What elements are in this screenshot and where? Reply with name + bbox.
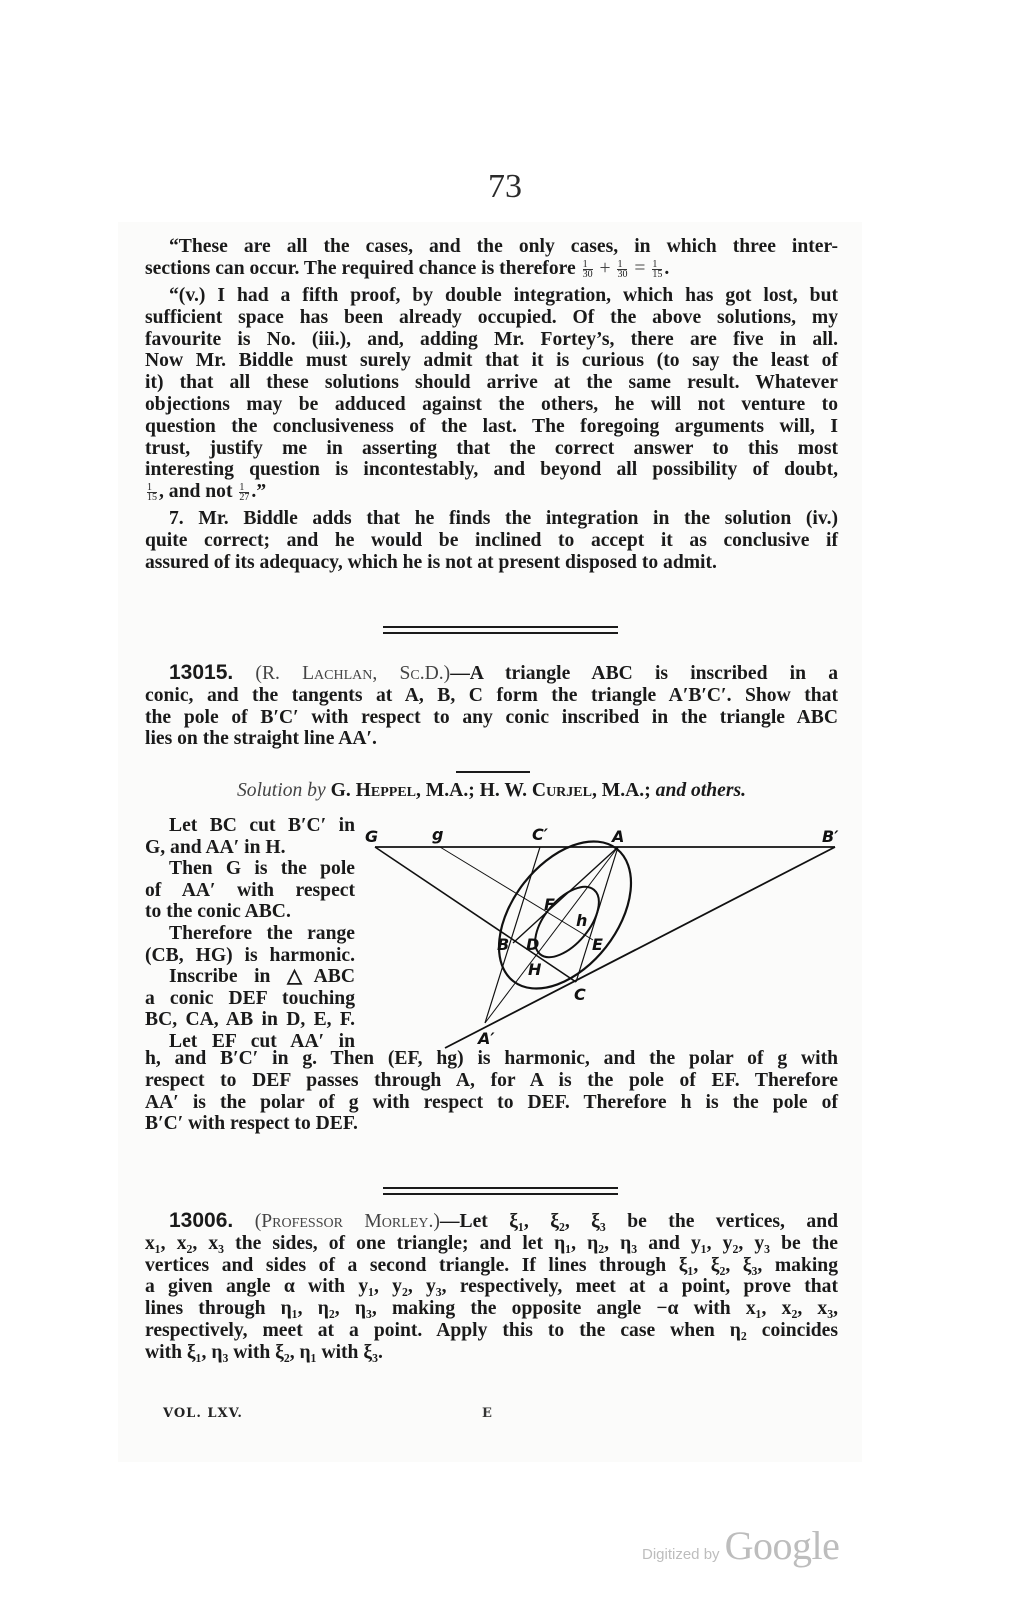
text-line: h, and B′C′ in g. Then (EF, hg) is harmonic, and the polar of g with bbox=[145, 1048, 838, 1069]
label-h: h bbox=[576, 911, 588, 930]
text-line: (CB, HG) is harmonic. bbox=[145, 944, 355, 966]
text-line: favourite is No. (iii.), and, adding Mr. Fortey’s, there are five in all. bbox=[145, 328, 838, 350]
text-line: of AA′ with respect bbox=[145, 879, 355, 901]
text-line bbox=[145, 662, 838, 685]
label-B: B bbox=[497, 935, 510, 954]
text-line: G, and AA′ in H. bbox=[145, 836, 286, 858]
text-line: a given angle α with y₁, y₂, y₃, respectively, meet at a point, prove that bbox=[145, 1276, 838, 1298]
problem-number: 13015. bbox=[169, 661, 234, 684]
google-logo: Google bbox=[724, 1523, 840, 1568]
text-line: quite correct; and he would be inclined to accept it as conclusive if bbox=[145, 529, 838, 551]
paragraph-biddle-adds bbox=[145, 508, 838, 573]
text-line: BC, CA, AB in D, E, F. bbox=[145, 1009, 355, 1031]
short-rule bbox=[456, 771, 530, 773]
label-D: D bbox=[526, 935, 540, 954]
fraction-numerator: 1 bbox=[617, 258, 623, 270]
text-segment: —A triangle ABC is inscribed in a bbox=[450, 663, 839, 684]
equals-sign: = bbox=[634, 257, 646, 279]
fraction-numerator: 1 bbox=[582, 258, 588, 270]
conic-diagram bbox=[360, 812, 850, 1057]
plus-sign: + bbox=[599, 257, 611, 279]
text-line: sufficient space has been already occupied. Of the above solutions, my bbox=[145, 306, 838, 328]
problem-13006-statement bbox=[145, 1210, 838, 1364]
footer-signature: E bbox=[482, 1406, 492, 1421]
text-line: question the conclusiveness of the last. The foregoing arguments will, I bbox=[145, 415, 838, 437]
text-segment: , and not bbox=[159, 481, 233, 503]
solution-side-text bbox=[145, 815, 355, 1053]
text-line: Therefore the range bbox=[169, 922, 355, 944]
text-line: AA′ is the polar of g with respect to DEF. Therefore h is the pole of bbox=[145, 1091, 838, 1113]
quote-paragraph-cases bbox=[145, 236, 838, 280]
closing-quote: .” bbox=[251, 481, 267, 503]
text-line: lines through η₁, η₂, η₃, making the opposite angle −α with x₁, x₂, x₃, bbox=[145, 1298, 838, 1320]
text-line: trust, justify me in asserting that the correct answer to this most bbox=[145, 437, 838, 459]
text-line: objections may be adduced against the others, he will not venture to bbox=[145, 393, 838, 415]
text-line: conic, and the tangents at A, B, C form the triangle A′B′C′. Show that bbox=[145, 684, 838, 706]
text-line: Inscribe in △ABC bbox=[169, 966, 355, 988]
double-rule-bottom bbox=[383, 632, 618, 634]
label-F: F bbox=[544, 895, 555, 914]
solution-heading bbox=[145, 780, 838, 802]
text-line: Now Mr. Biddle must surely admit that it is curious (to say the least of bbox=[145, 350, 838, 372]
fraction bbox=[617, 260, 627, 279]
digitized-watermark bbox=[642, 1522, 839, 1569]
text-line: lies on the straight line AA′. bbox=[145, 728, 377, 750]
solution-suffix: and others. bbox=[655, 780, 747, 801]
text-line: a conic DEF touching bbox=[145, 987, 355, 1009]
text-line: x₁, x₂, x₃ the sides, of one triangle; and let η₁, η₂, η₃ and y₁, y₂, y₃ be the bbox=[145, 1232, 838, 1254]
text-segment: —Let ξ₁, ξ₂, ξ₃ be the vertices, and bbox=[439, 1211, 838, 1232]
text-line: 7. Mr. Biddle adds that he finds the integration in the solution (iv.) bbox=[169, 508, 838, 529]
footer-volume: VOL. LXV. bbox=[163, 1406, 243, 1421]
fraction bbox=[583, 260, 593, 279]
text-line: assured of its adequacy, which he is not at present disposed to admit. bbox=[145, 551, 717, 573]
double-rule-bottom bbox=[383, 1193, 618, 1195]
text-line: interesting question is incontestably, and beyond all possibility of doubt, bbox=[145, 459, 838, 481]
solution-prefix: Solution by bbox=[236, 780, 326, 801]
period: . bbox=[664, 257, 670, 279]
label-g: g bbox=[432, 825, 444, 844]
label-A-prime: A′ bbox=[478, 1029, 495, 1048]
text-line: Let BC cut B′C′ in bbox=[169, 815, 355, 836]
fraction-numerator: 1 bbox=[652, 258, 658, 270]
problem-13015-statement bbox=[145, 662, 838, 750]
fraction bbox=[652, 260, 662, 279]
problem-number: 13006. bbox=[169, 1209, 234, 1232]
page-number: 73 bbox=[488, 168, 522, 205]
text-line bbox=[145, 258, 838, 280]
problem-author: (Professor Morley.) bbox=[254, 1211, 440, 1232]
text-line: respect to DEF passes through A, for A is the pole of EF. Therefore bbox=[145, 1069, 838, 1091]
text-line: it) that all these solutions should arrive at the same result. Whatever bbox=[145, 372, 838, 394]
label-C: C bbox=[574, 985, 586, 1004]
text-line: Then G is the pole bbox=[169, 858, 355, 880]
text-line: Let EF cut AA′ in bbox=[169, 1030, 355, 1052]
fraction-denominator: 15 bbox=[652, 268, 663, 280]
double-rule-top bbox=[383, 626, 618, 628]
fraction-denominator: 27 bbox=[239, 492, 250, 504]
text-segment: sections can occur. The required chance is therefore bbox=[145, 257, 576, 279]
text-line: to the conic ABC. bbox=[145, 901, 291, 923]
double-rule-top bbox=[383, 1187, 618, 1189]
text-line bbox=[145, 481, 838, 503]
label-A: A bbox=[612, 827, 625, 846]
fraction-numerator: 1 bbox=[239, 482, 245, 494]
label-E: E bbox=[592, 935, 603, 954]
fraction-denominator: 30 bbox=[617, 268, 628, 280]
text-line: vertices and sides of a second triangle. If lines through ξ₁, ξ₂, ξ₃, making bbox=[145, 1254, 838, 1276]
fraction bbox=[147, 483, 157, 502]
fraction-numerator: 1 bbox=[147, 482, 152, 494]
watermark-prefix: Digitized by bbox=[642, 1546, 720, 1563]
label-G: G bbox=[365, 827, 379, 846]
solution-authors: G. Heppel, M.A.; H. W. Curjel, M.A.; bbox=[330, 780, 651, 801]
text-line: B′C′ with respect to DEF. bbox=[145, 1113, 358, 1135]
text-line bbox=[145, 780, 838, 802]
text-line: respectively, meet at a point. Apply this to the case when η₂ coincides bbox=[145, 1319, 838, 1341]
text-line bbox=[145, 1210, 838, 1233]
label-C-prime: C′ bbox=[532, 825, 548, 844]
label-H: H bbox=[528, 960, 542, 979]
fraction-denominator: 30 bbox=[582, 268, 593, 280]
fraction-denominator: 15 bbox=[147, 492, 157, 504]
fraction bbox=[239, 483, 249, 502]
text-line: “(v.) I had a fifth proof, by double integration, which has got lost, but bbox=[169, 285, 838, 306]
text-line: the pole of B′C′ with respect to any conic inscribed in the triangle ABC bbox=[145, 706, 838, 728]
label-B-prime: B′ bbox=[822, 827, 839, 846]
text-line: with ξ₁, η₃ with ξ₂, η₁ with ξ₃. bbox=[145, 1341, 383, 1363]
problem-author: (R. Lachlan, Sc.D.) bbox=[255, 663, 451, 684]
quote-paragraph-fifth-proof bbox=[145, 285, 838, 503]
text-line: “These are all the cases, and the only cases, in which three inter- bbox=[169, 236, 838, 257]
solution-conclusion bbox=[145, 1048, 838, 1135]
